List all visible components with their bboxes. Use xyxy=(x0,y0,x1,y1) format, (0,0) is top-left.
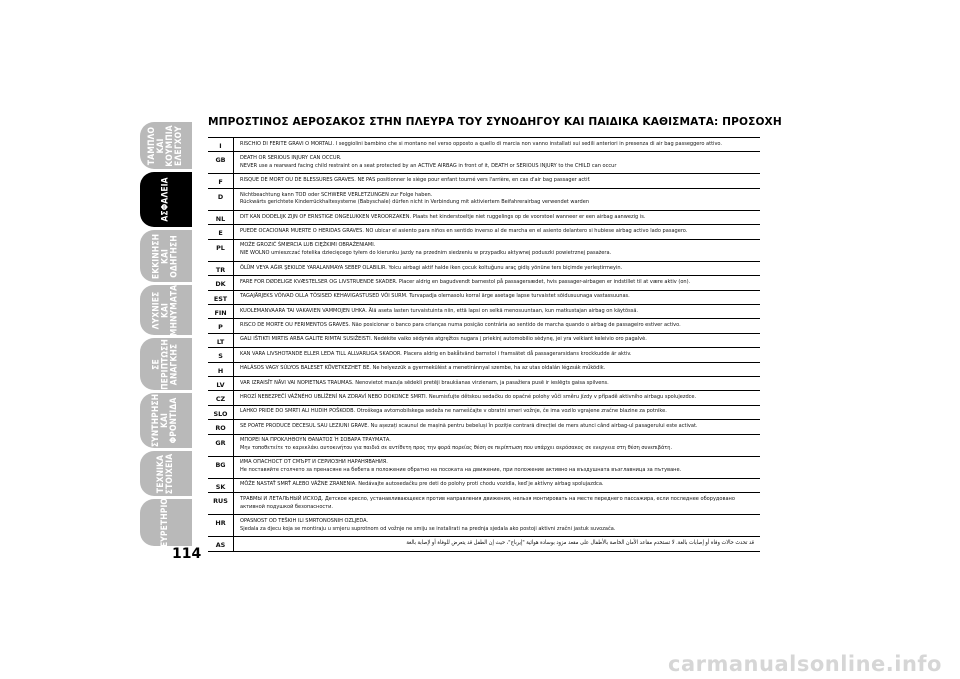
table-row xyxy=(208,225,760,239)
table-row xyxy=(208,406,760,420)
tab-label: ΕΥΡΕΤΗΡΙΟ xyxy=(160,497,171,548)
table-row xyxy=(208,138,760,152)
tab-index[interactable] xyxy=(140,499,192,546)
language-code: I xyxy=(208,138,234,151)
language-code: H xyxy=(208,363,234,376)
language-code: SK xyxy=(208,479,234,492)
warning-text: KUOLEMANVAARA TAI VAKAVIEN VAMMOJEN UHKA. Älä aseta lasten turvaistuinta niin, että lapsi on selkä menosuuntaan, kun matkustajan airbag on käytössä. xyxy=(240,307,639,314)
language-code: CZ xyxy=(208,391,234,404)
table-row xyxy=(208,262,760,276)
table-row xyxy=(208,334,760,348)
language-code: AS xyxy=(208,537,234,550)
table-row xyxy=(208,493,760,515)
warning-text: SE POATE PRODUCE DECESUL SAU LEZIUNI GRAVE. Nu așezați scaunul de mașină pentru bebeluși în poziție contrară direcției de mers atunci când airbag-ul pasagerului este activat. xyxy=(240,422,698,429)
warning-text: ÖLÜM VEYA AĞIR ŞEKILDE YARALANMAYA SEBEP OLABILIR. Yolcu airbagi aktif halde iken çocuk koltuğunu araç gidiş yönüne ters biçimde yerleştirmeyin. xyxy=(240,264,623,271)
warning-text: MÔŽE NASTAŤ SMRŤ ALEBO VÁŽNE ZRANENIA. Nedávajte autosedačku pre deti do polohy proti chodu vozidla, keď je aktívny airbag spolujazdca. xyxy=(240,481,604,488)
warning-text: RISCO DE MORTE OU FERIMENTOS GRAVES. Não posicionar o banco para crianças numa posição contrária ao sentido de marcha quando o airbag de passageiro estiver activo. xyxy=(240,322,681,329)
tab-emergency[interactable] xyxy=(140,338,192,390)
warning-text: VAR IZRAISĪT NĀVI VAI NOPIETNAS TRAUMAS. Nenovietot mazuļa sēdekli pretēji braukšanas virzienam, ja pasažiera pusē ir ieslēgts gaisa spilvens. xyxy=(240,379,609,386)
language-code: RO xyxy=(208,420,234,433)
warning-text: ИМА ОПАСНОСТ ОТ СМЪРТ И СЕРИОЗНИ НАРАНЯВАНИЯ. Не поставяйте столчето за пренасяне на бебета в положение обратно на посоката на движение, при положение активно на въздушната възглавница за пътуване. xyxy=(240,459,682,474)
warning-text: KAN VARA LIVSHOTANDE ELLER LEDA TILL ALLVARLIGA SKADOR. Placera aldrig en bakåtvänd barnstol i framsätet då passagerarsidans krockkudde är aktiv. xyxy=(240,350,632,357)
warning-text: HROZÍ NEBEZPEČÍ VÁŽNÉHO UBLÍŽENÍ NA ZDRAVÍ NEBO DOKONCE SMRTI. Neumisťujte dětskou sedačku do opačné polohy vůči směru jízdy v případě aktivního airbagu spolujezdce. xyxy=(240,394,697,401)
language-code: BG xyxy=(208,457,234,478)
tab-label: ΑΣΦΑΛΕΙΑ xyxy=(160,177,171,222)
warning-text: قد تحدث حالات وفاة أو إصابات بالغة. لا تستخدم مقاعد الأمان الخاصة بالأطفال على مقعد مزود بوسادة هوائية "إيرباج"، حيث إن الطفل قد يتعرض للوفاة أو لإصابة بالغة xyxy=(406,539,754,546)
table-row xyxy=(208,377,760,391)
language-code: GB xyxy=(208,152,234,173)
tab-safety[interactable] xyxy=(140,172,192,227)
warning-text: RISQUE DE MORT OU DE BLESSURES GRAVES. NE PAS positionner le siège pour enfant tourné vers l'arrière, en cas d'air bag passager actif. xyxy=(240,177,591,184)
tab-label: ΛΥΧΝΙΕΣ ΚΑΙ ΜΗΝΥΜΑΤΑ xyxy=(151,284,180,336)
language-code: LV xyxy=(208,377,234,390)
table-row xyxy=(208,391,760,405)
warning-text: Nichtbeachtung kann TOD oder SCHWERE VERLETZUNGEN zur Folge haben. Rückwärts gerichtete Kinderrückhaltesysteme (Babyschale) dürfen nicht in Verbindung mit aktiviertem Beifahrerairbag verwendet warden xyxy=(240,191,590,206)
language-code: DK xyxy=(208,276,234,289)
warning-text: DEATH OR SERIOUS INJURY CAN OCCUR. NEVER use a rearward facing child restraint on a seat protected by an ACTIVE AIRBAG in front of it, DEATH or SERIOUS INJURY to the CHILD can occur xyxy=(240,155,617,169)
table-row xyxy=(208,152,760,174)
tab-label: ΤΑΜΠΛΟ ΚΑΙ ΚΟΥΜΠΙΑ ΕΛΕΓΧΟΥ xyxy=(147,124,184,167)
table-row xyxy=(208,515,760,537)
table-row xyxy=(208,537,760,550)
tab-technical-data[interactable] xyxy=(140,451,192,496)
tab-warning-lights[interactable] xyxy=(140,285,192,335)
table-row xyxy=(208,348,760,362)
table-row xyxy=(208,189,760,211)
language-code: TR xyxy=(208,262,234,275)
table-row xyxy=(208,420,760,434)
table-row xyxy=(208,363,760,377)
language-code: NL xyxy=(208,211,234,224)
language-code: RUS xyxy=(208,493,234,514)
warnings-table xyxy=(208,137,760,552)
table-row xyxy=(208,457,760,479)
tab-maintenance[interactable] xyxy=(140,393,192,448)
warning-text: TAGAJÄRJEKS VÕIVAD OLLA TÕSISED KEHAVIGASTUSED VÕI SURM. Turvapadja olemasolu korral ärge asetage lapse turvaistet sõidusuunaga vastassuunas. xyxy=(240,293,630,300)
language-code: F xyxy=(208,174,234,187)
tab-starting-driving[interactable] xyxy=(140,230,192,282)
warning-text: FARE FOR DØDELIGE KVÆSTELSER OG LIVSTRUENDE SKADER. Placer aldrig en bagudvendt barnestol på passagersædet, hvis passager-airbagen er indstillet til at være aktiv (on). xyxy=(240,278,691,285)
table-row xyxy=(208,211,760,225)
warning-text: PUEDE OCACIONAR MUERTE O HERIDAS GRAVES. NO ubicar el asiento para niños en sentido inverso al de marcha en el asiento delantero si hubiese airbag activo lado pasagero. xyxy=(240,228,688,235)
warning-text: DIT KAN DODELIJK ZIJN OF ERNSTIGE ONGELUKKEN VEROORZAKEN. Plaats het kinderstoeltje niet ruggelings op de voorstoel wanneer er een airbag aanwezig is. xyxy=(240,213,646,220)
page-title: ΜΠΡΟΣΤΙΝΟΣ ΑΕΡΟΣΑΚΟΣ ΣΤΗΝ ΠΛΕΥΡΑ ΤΟΥ ΣΥΝΟΔΗΓΟΥ ΚΑΙ ΠΑΙΔΙΚΑ ΚΑΘΙΣΜΑΤΑ: ΠΡΟΣΟΧΗ xyxy=(208,116,782,128)
tab-label: ΤΕΧΝΙΚΑ ΣΤΟΙΧΕΙΑ xyxy=(155,453,175,494)
watermark: carmanualsonline.info xyxy=(668,652,942,676)
tab-label: ΣΕ ΠΕΡΙΠΤΩΣΗ ΑΝΑΓΚΗΣ xyxy=(151,338,180,390)
tab-dashboard-controls[interactable] xyxy=(140,122,192,169)
language-code: HR xyxy=(208,515,234,536)
language-code: SLO xyxy=(208,406,234,419)
warning-text: MOŻE GROZIĆ ŚMIERCIA LUB CIĘŻKIMI OBRAŻENIAMI. NIE WOLNO umieszczać fotelika dziecięcego tyłem do kierunku jazdy na przednim siedzeniu w przypadku aktywnej poduszki powietrznej pasażera. xyxy=(240,242,612,257)
page-number: 114 xyxy=(172,546,202,562)
table-row xyxy=(208,291,760,305)
language-code: P xyxy=(208,319,234,332)
warning-text: ΜΠΟΡΕΙ ΝΑ ΠΡΟΚΛΗΘΟΥΝ ΘΑΝΑΤΟΣ Ή ΣΟΒΑΡΑ ΤΡΑΥΜΑΤΑ. Μην τοποθετείτε το καρεκλάκι αυτοκινήτου για παιδιά σε αντίθετη προς την φορά πορείας θέση σε περίπτωση που υπάρχει αερόσακος σε ενεργεια στη θέση συνεπιβάτη. xyxy=(240,437,673,451)
table-row xyxy=(208,319,760,333)
table-row xyxy=(208,435,760,457)
language-code: GR xyxy=(208,435,234,456)
language-code: FIN xyxy=(208,305,234,318)
warning-text: LAHKO PRIDE DO SMRTI ALI HUDIH POŠKODB. Otroškega avtomobilskega sedeža ne nameščajte v obratni smeri vožnje, če ima vozilo vgrajene zračne blazine za potnike. xyxy=(240,408,667,415)
language-code: D xyxy=(208,189,234,210)
language-code: E xyxy=(208,225,234,238)
warning-text: OPASNOST OD TEŠKIH ILI SMRTONOSNIH OZLJEDA. Sjedala za djecu koja se montiraju u smjeru suprotnom od vožnje ne smiju se instalirati na prednja sjedala ako postoji aktivni zračni jastuk suvozača. xyxy=(240,517,616,532)
tab-label: ΕΚΚΙΝΗΣΗ ΚΑΙ ΟΔΗΓΗΣΗ xyxy=(151,233,180,279)
warning-text: RISCHIO DI FERITE GRAVI O MORTALI. I seggiolini bambino che si montano nel verso opposto a quello di marcia non vanno installati sui sedili anteriori in presenza di air bag passeggero attivo. xyxy=(240,140,723,147)
table-row xyxy=(208,479,760,493)
warning-text: HALÁSOS VAGY SÚLYOS BALESET KÖVETKEZHET BE. Ne helyezzük a gyermekülést a menetiránnyal szembe, ha az utas oldalán légzsák működik. xyxy=(240,365,606,372)
tab-label: ΣΥΝΤΗΡΗΣΗ ΚΑΙ ΦΡΟΝΤΙΔΑ xyxy=(151,393,180,448)
language-code: EST xyxy=(208,291,234,304)
warning-text: GALI IŠTIKTI MIRTIS ARBA GALITE RIMTAI SUSIŽEISTI. Nedėkite vaiko sėdynės atgręžtos nugara į priekinį automobilio sėdynę, jei yra veikiant keleivio oro pagalvė. xyxy=(240,336,647,343)
warning-text: ТРАВМЫ И ЛЕТАЛЬНЫЙ ИСХОД. Детское кресло, устанавливающееся против направления движения, нельзя монтировать на месте переднего пассажира, если последнее оборудовано активной подушкой безопасности. xyxy=(240,495,735,510)
table-row xyxy=(208,276,760,290)
table-row xyxy=(208,305,760,319)
language-code: LT xyxy=(208,334,234,347)
table-row xyxy=(208,174,760,188)
language-code: S xyxy=(208,348,234,361)
table-row xyxy=(208,240,760,262)
language-code: PL xyxy=(208,240,234,261)
